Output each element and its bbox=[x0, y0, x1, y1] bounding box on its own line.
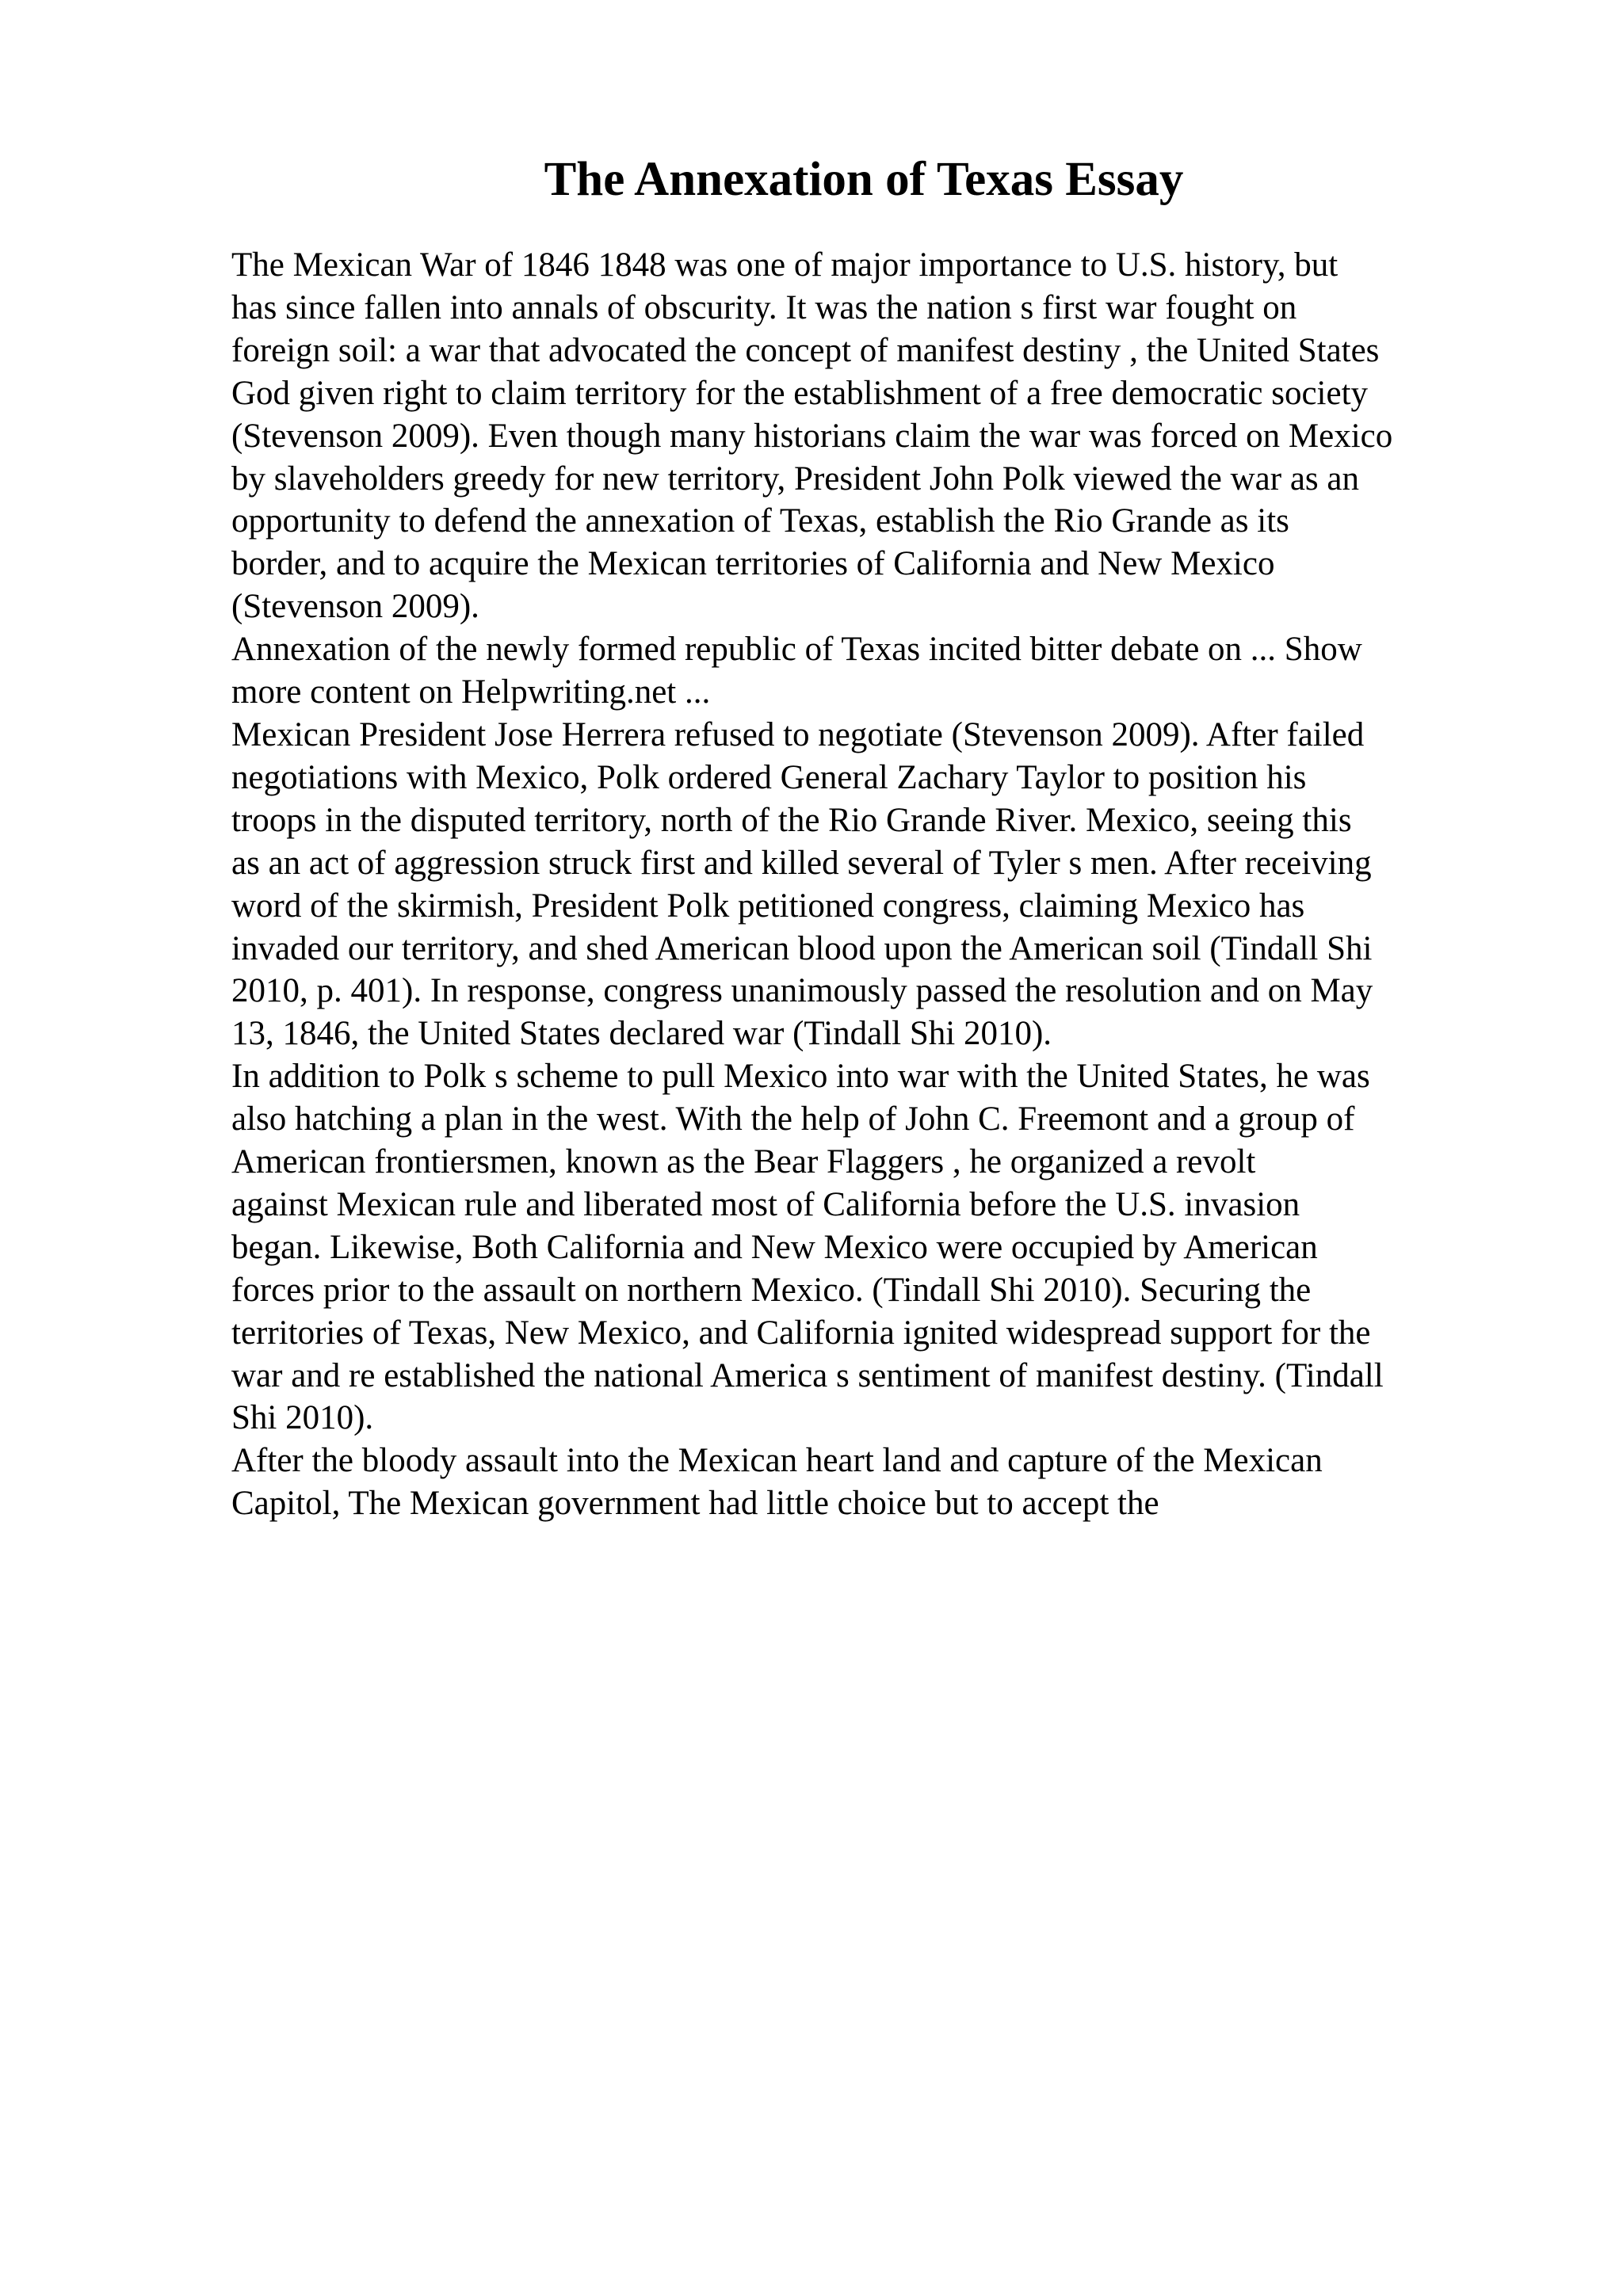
essay-line: In addition to Polk s scheme to pull Mexico into war with the United States, he was bbox=[231, 1058, 1370, 1096]
essay-line: war and re established the national America s sentiment of manifest destiny. (Tindall bbox=[231, 1356, 1384, 1394]
essay-line: by slaveholders greedy for new territory, President John Polk viewed the war as an bbox=[231, 460, 1359, 498]
essay-line: (Stevenson 2009). Even though many historians claim the war was forced on Mexico bbox=[231, 417, 1393, 455]
essay-line: began. Likewise, Both California and New Mexico were occupied by American bbox=[231, 1228, 1318, 1266]
essay-line: 13, 1846, the United States declared war (Tindall Shi 2010). bbox=[231, 1015, 1052, 1053]
essay-line: God given right to claim territory for the establishment of a free democratic society bbox=[231, 374, 1369, 412]
essay-line: negotiations with Mexico, Polk ordered General Zachary Taylor to position his bbox=[231, 758, 1307, 796]
essay-line: against Mexican rule and liberated most of California before the U.S. invasion bbox=[231, 1185, 1300, 1223]
essay-line: 2010, p. 401). In response, congress unanimously passed the resolution and on May bbox=[231, 972, 1373, 1010]
essay-line: has since fallen into annals of obscurity. It was the nation s first war fought on bbox=[231, 288, 1297, 326]
essay-line: more content on Helpwriting.net ... bbox=[231, 673, 711, 711]
essay-line: Annexation of the newly formed republic of Texas incited bitter debate on ... Show bbox=[231, 631, 1362, 669]
essay-line: (Stevenson 2009). bbox=[231, 588, 479, 626]
page-title: The Annexation of Texas Essay bbox=[544, 153, 1184, 206]
essay-line: as an act of aggression struck first and killed several of Tyler s men. After receiving bbox=[231, 844, 1372, 882]
essay-line: word of the skirmish, President Polk petitioned congress, claiming Mexico has bbox=[231, 887, 1305, 925]
essay-line: Mexican President Jose Herrera refused to negotiate (Stevenson 2009). After failed bbox=[231, 715, 1365, 753]
essay-line: forces prior to the assault on northern Mexico. (Tindall Shi 2010). Securing the bbox=[231, 1271, 1312, 1309]
essay-line: territories of Texas, New Mexico, and California ignited widespread support for the bbox=[231, 1314, 1371, 1352]
essay-line: invaded our territory, and shed American blood upon the American soil (Tindall Shi bbox=[231, 929, 1373, 967]
essay-line: After the bloody assault into the Mexican heart land and capture of the Mexican bbox=[231, 1442, 1323, 1480]
essay-body bbox=[231, 244, 1515, 1525]
essay-line: border, and to acquire the Mexican territories of California and New Mexico bbox=[231, 545, 1275, 583]
essay-line: opportunity to defend the annexation of Texas, establish the Rio Grande as its bbox=[231, 502, 1289, 540]
essay-line: Shi 2010). bbox=[231, 1399, 374, 1437]
essay-line: also hatching a plan in the west. With the help of John C. Freemont and a group of bbox=[231, 1100, 1355, 1138]
essay-line: American frontiersmen, known as the Bear Flaggers , he organized a revolt bbox=[231, 1143, 1256, 1181]
essay-line: Capitol, The Mexican government had little choice but to accept the bbox=[231, 1485, 1159, 1523]
essay-line: troops in the disputed territory, north of the Rio Grande River. Mexico, seeing this bbox=[231, 801, 1352, 839]
essay-line: foreign soil: a war that advocated the concept of manifest destiny , the United States bbox=[231, 331, 1380, 369]
essay-line: The Mexican War of 1846 1848 was one of major importance to U.S. history, but bbox=[231, 246, 1338, 284]
